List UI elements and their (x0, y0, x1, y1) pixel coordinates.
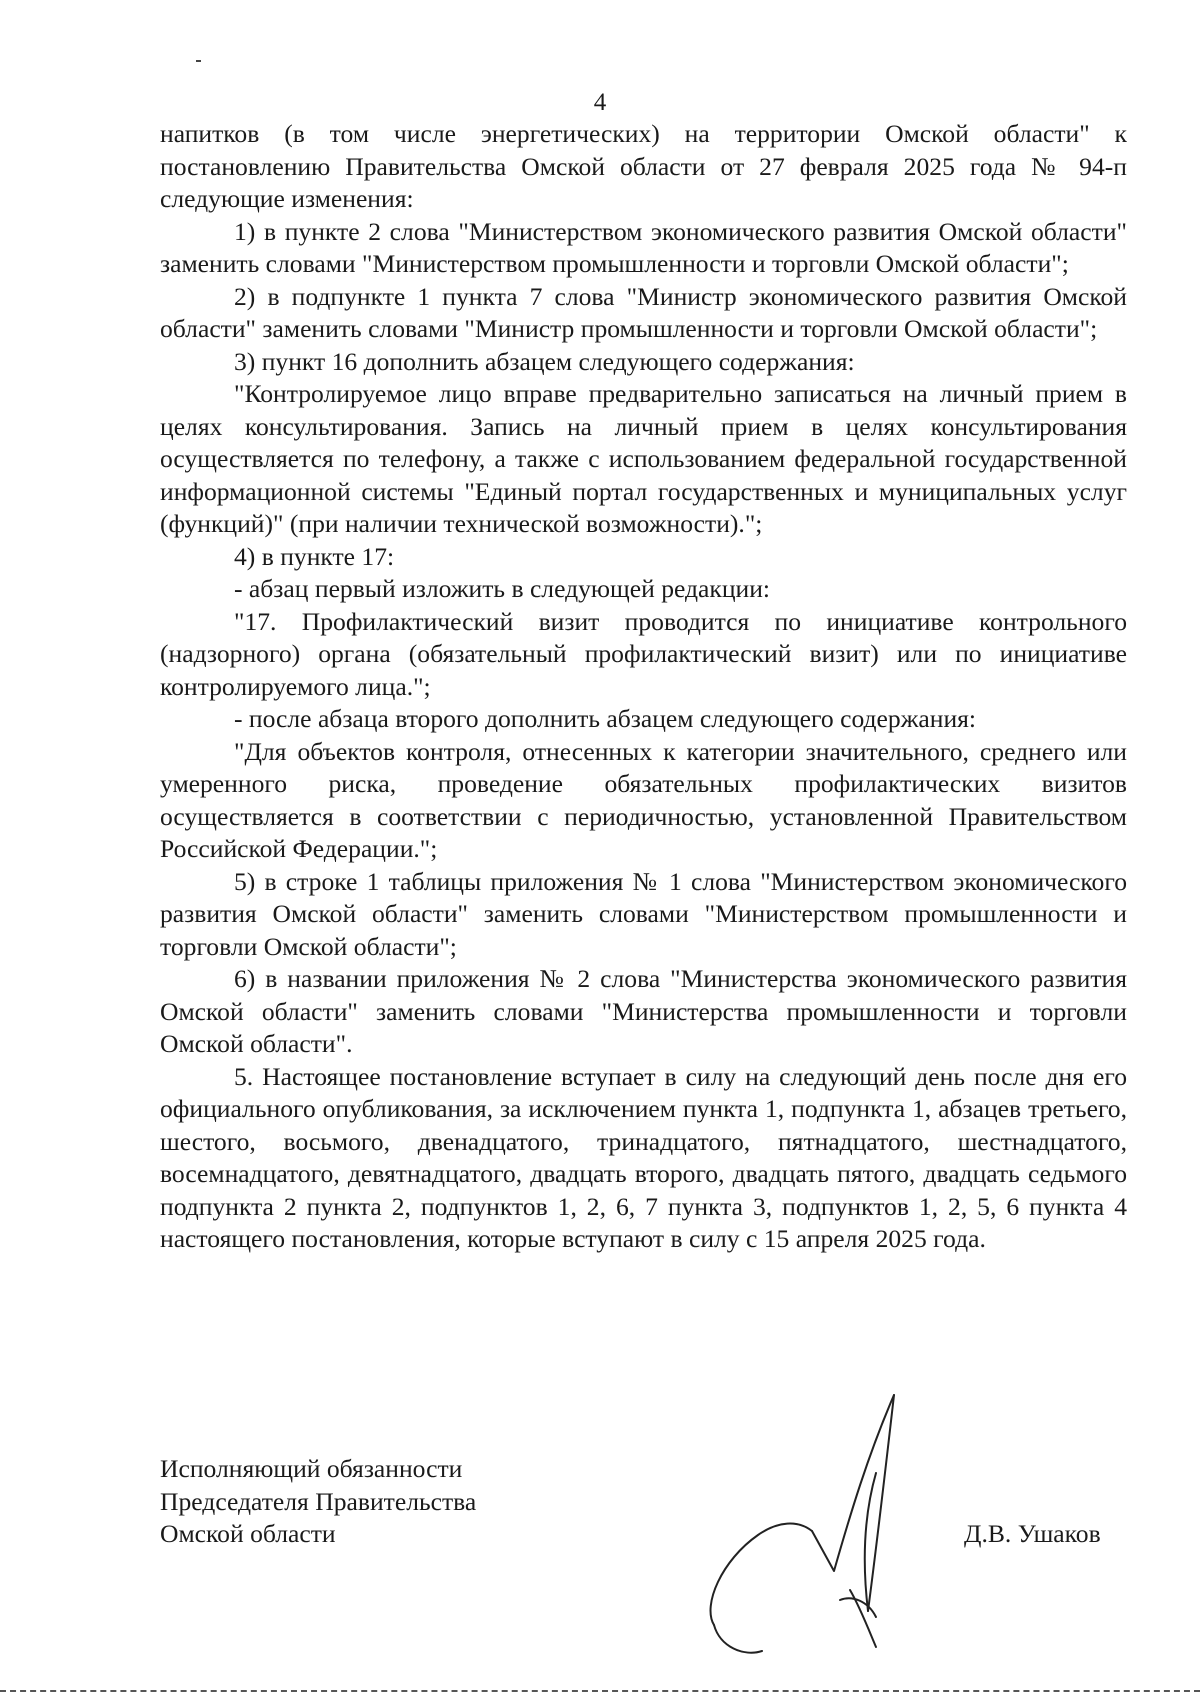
paragraph-item-3: 3) пункт 16 дополнить абзацем следующего содержания: (234, 346, 855, 376)
page-number: 4 (593, 89, 607, 116)
paragraph-section-5: 5. Настоящее постановление вступает в силу на следующий день после дня его официального опубликования, за исключением пункта 1, подпункта 1, абзацев третьего, шестого, восьмого, двенадцатого, тринадцатого, пятнадцатого, шестнадцатого, восемнадцатого, девятнадцатого, двадцать второго, двадцать пятого, двадцать седьмого подпункта 2 пункта 2, подпунктов 1, 2, 6, 7 пункта 3, подпунктов 1, 2, 5, 6 пункта 4 настоящего постановления, которые вступают в силу с 15 апреля 2025 года. (160, 1061, 1127, 1253)
scan-edge-line (0, 1690, 1200, 1692)
paragraph-quote-visit: "17. Профилактический визит проводится по инициативе контрольного (надзорного) органа (обязательный профилактический визит) или по инициативе контролируемого лица."; (160, 606, 1127, 701)
signatory-line-1: Исполняющий обязанности (160, 1454, 463, 1483)
paragraph-item-4: 4) в пункте 17: (234, 541, 395, 571)
handwritten-signature (700, 1385, 960, 1665)
paragraph-item-4-dash-2: - после абзаца второго дополнить абзацем следующего содержания: (234, 704, 977, 733)
paragraph-item-6: 6) в названии приложения № 2 слова "Министерства экономического развития Омской области" заменить словами "Министерства промышленности и торговли Омской области". (160, 964, 1127, 1058)
paragraph-quote-consultation: "Контролируемое лицо вправе предварительно записаться на личный прием в целях консультирования. Запись на личный прием в целях консультирования осуществляется по телефону, а также с использованием федеральной государственной информационной системы "Единый портал государственных и муниципальных услуг (функций)" (при наличии технической возможности)."; (160, 379, 1127, 538)
paragraph-continuation: напитков (в том числе энергетических) на территории Омской области" к постановлению Правительства Омской области от 27 февраля 2025 года № 94-п следующие изменения: (160, 119, 1127, 213)
document-body (160, 118, 1127, 1256)
signatory-line-2: Председателя Правительства (160, 1486, 477, 1516)
signer-name: Д.В. Ушаков (964, 1519, 1101, 1548)
scan-artifact (196, 60, 201, 62)
paragraph-item-5: 5) в строке 1 таблицы приложения № 1 слова "Министерством экономического развития Омской области" заменить словами "Министерством промышленности и торговли Омской области"; (160, 866, 1127, 961)
signatory-line-3: Омской области (160, 1519, 336, 1548)
paragraph-item-2: 2) в подпункте 1 пункта 7 слова "Министр экономического развития Омской области" заменить словами "Министр промышленности и торговли Омской области"; (160, 281, 1127, 343)
paragraph-item-1: 1) в пункте 2 слова "Министерством экономического развития Омской области" заменить словами "Министерством промышленности и торговли Омской области"; (160, 216, 1127, 278)
paragraph-quote-risk: "Для объектов контроля, отнесенных к категории значительного, среднего или умеренного риска, проведение обязательных профилактических визитов осуществляется в соответствии с периодичностью, установленной Правительством Российской Федерации."; (160, 736, 1127, 863)
signatory-title (160, 1453, 476, 1551)
paragraph-item-4-dash-1: - абзац первый изложить в следующей редакции: (234, 574, 771, 603)
